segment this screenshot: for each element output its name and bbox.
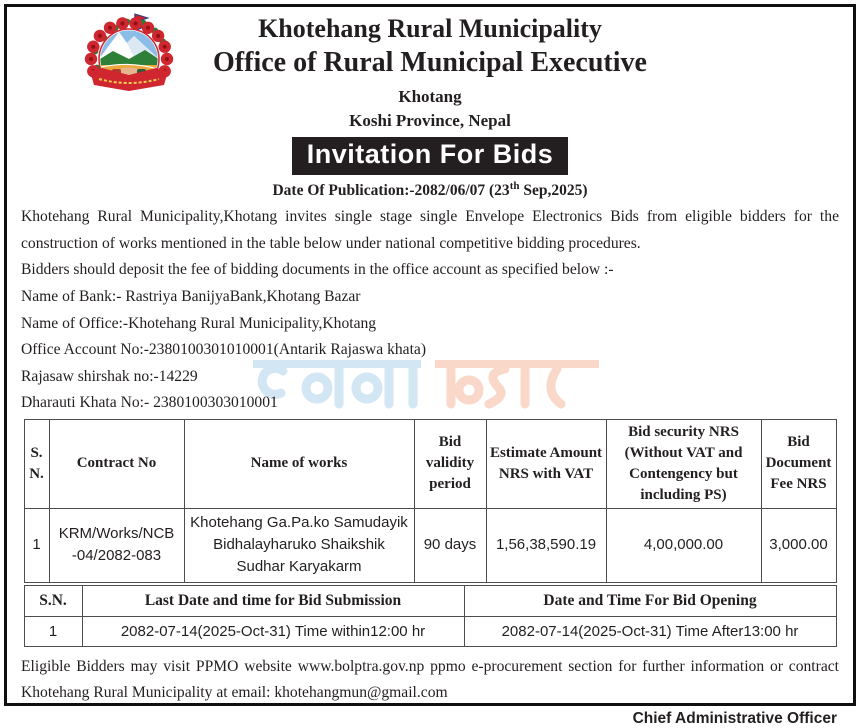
col-header-bid-validity: Bid validity period <box>414 419 486 508</box>
dharauti-khata-line: Dharauti Khata No:- 2380100303010001 <box>21 394 278 412</box>
bank-name-line: Name of Bank:- Rastriya BanijyaBank,Khotang Bazar <box>21 287 361 305</box>
cell-document-fee: 3,000.00 <box>761 508 836 582</box>
col-header-estimate-amount: Estimate Amount NRS with VAT <box>486 419 606 508</box>
bids-table-row <box>24 508 836 582</box>
schedule-table <box>24 585 837 647</box>
cell-contract-no: KRM/Works/NCB -04/2082-083 <box>49 508 184 582</box>
col-header-opening: Date and Time For Bid Opening <box>464 585 836 616</box>
cell-sn-2: 1 <box>24 616 82 646</box>
bids-table <box>24 419 837 583</box>
col-header-document-fee: Bid Document Fee NRS <box>761 419 836 508</box>
office-name-line: Name of Office:-Khotehang Rural Municipality,Khotang <box>21 314 377 332</box>
publication-date-prefix: Date Of Publication:-2082/06/07 (23 <box>272 182 510 200</box>
district-name: Khotang <box>398 87 462 106</box>
office-account-line: Office Account No:-2380100301010001(Antarik Rajaswa khata) <box>21 341 427 359</box>
deposit-instruction-line: Bidders should deposit the fee of bidding documents in the office account as specified below :- <box>21 261 614 279</box>
publication-date-ordinal: th <box>509 180 520 192</box>
invitation-banner: Invitation For Bids <box>292 137 569 175</box>
cell-name-of-works: Khotehang Ga.Pa.ko Samudayik Bidhalayharuko Shaikshik Sudhar Karyakarm <box>184 508 414 582</box>
cell-submission-datetime: 2082-07-14(2025-Oct-31) Time within12:00 hr <box>82 616 464 646</box>
col-header-submission: Last Date and time for Bid Submission <box>82 585 464 616</box>
schedule-table-row <box>24 616 836 646</box>
org-name: Khotehang Rural Municipality <box>258 14 602 43</box>
publication-date <box>7 180 853 200</box>
bid-notice-document <box>4 4 856 727</box>
office-name: Office of Rural Municipal Executive <box>213 47 647 78</box>
province-name: Koshi Province, Nepal <box>349 111 511 130</box>
publication-date-suffix: Sep,2025) <box>519 182 588 200</box>
schedule-table-header-row <box>24 585 836 616</box>
intro-paragraph: Khotehang Rural Municipality,Khotang invites single stage single Envelope Electronics Bids from eligible bidders for the construction of works mentioned in the table below under national competitive bidding procedures. <box>21 208 839 252</box>
nepal-emblem-logo <box>77 11 187 103</box>
footer-paragraph: Eligible Bidders may visit PPMO website www.bolptra.gov.np ppmo e-procurement section for further information or contract Khotehang Rural Municipality at email: khotehangmun@gmail.com <box>21 657 839 701</box>
col-header-sn: S. N. <box>24 419 49 508</box>
document-header <box>7 7 853 132</box>
rajasaw-shirshak-line: Rajasaw shirshak no:-14229 <box>21 367 198 385</box>
signature-title: Chief Administrative Officer <box>632 709 837 727</box>
col-header-bid-security: Bid security NRS (Without VAT and Contengency but including PS) <box>606 419 761 508</box>
col-header-sn-2: S.N. <box>24 585 82 616</box>
cell-bid-validity: 90 days <box>414 508 486 582</box>
bids-table-header-row <box>24 419 836 508</box>
col-header-name-of-works: Name of works <box>184 419 414 508</box>
cell-opening-datetime: 2082-07-14(2025-Oct-31) Time After13:00 hr <box>464 616 836 646</box>
cell-bid-security: 4,00,000.00 <box>606 508 761 582</box>
cell-sn: 1 <box>24 508 49 582</box>
cell-estimate-amount: 1,56,38,590.19 <box>486 508 606 582</box>
col-header-contract-no: Contract No <box>49 419 184 508</box>
